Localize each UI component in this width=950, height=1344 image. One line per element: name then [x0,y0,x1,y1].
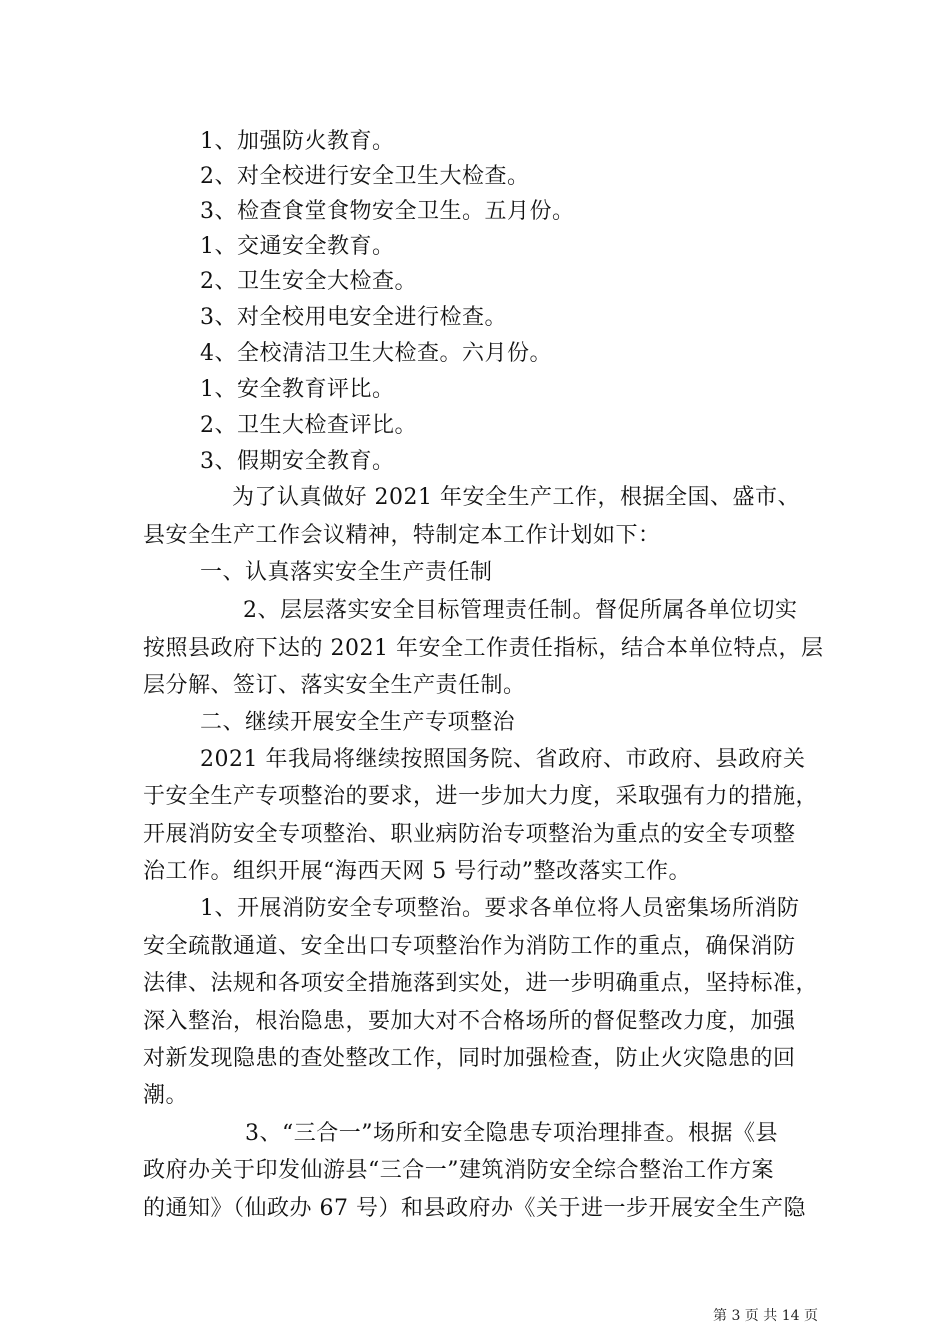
text-line: 开展消防安全专项整治、职业病防治专项整治为重点的安全专项整 [143,822,796,847]
section-heading: 二、继续开展安全生产专项整治 [200,710,516,735]
text-line: 1、加强防火教育。 [200,129,395,154]
text-line: 县安全生产工作会议精神，特制定本工作计划如下： [143,523,661,548]
text-line: 按照县政府下达的 2021 年安全工作责任指标，结合本单位特点，层 [143,636,824,661]
page-number: 第 3 页 共 14 页 [713,1308,818,1324]
text-line: 2、层层落实安全目标管理责任制。督促所属各单位切实 [243,598,798,623]
text-line: 政府办关于印发仙游县“三合一”建筑消防安全综合整治工作方案 [143,1158,774,1183]
text-line: 2、卫生安全大检查。 [200,269,417,294]
text-line: 安全疏散通道、安全出口专项整治作为消防工作的重点，确保消防 [143,934,796,959]
text-line: 2021 年我局将继续按照国务院、省政府、市政府、县政府关 [200,747,806,772]
text-line: 3、“三合一”场所和安全隐患专项治理排查。根据《县 [245,1121,778,1146]
text-line: 为了认真做好 2021 年安全生产工作，根据全国、盛市、 [232,485,800,510]
text-line: 治工作。组织开展“海西天网 5 号行动”整改落实工作。 [143,859,691,884]
text-line: 1、开展消防安全专项整治。要求各单位将人员密集场所消防 [200,896,800,921]
text-line: 2、卫生大检查评比。 [200,413,417,438]
text-line: 1、交通安全教育。 [200,234,395,259]
text-line: 4、全校清洁卫生大检查。六月份。 [200,341,552,366]
text-line: 对新发现隐患的查处整改工作，同时加强检查，防止火灾隐患的回 [143,1046,796,1071]
text-line: 3、假期安全教育。 [200,449,395,474]
text-line: 法律、法规和各项安全措施落到实处，进一步明确重点，坚持标准， [143,971,819,996]
text-line: 1、安全教育评比。 [200,377,395,402]
text-line: 层分解、签订、落实安全生产责任制。 [143,673,526,698]
text-line: 3、对全校用电安全进行检查。 [200,305,507,330]
text-line: 3、检查食堂食物安全卫生。五月份。 [200,199,575,224]
text-line: 潮。 [143,1083,189,1108]
text-line: 深入整治，根治隐患，要加大对不合格场所的督促整改力度，加强 [143,1009,796,1034]
text-line: 2、对全校进行安全卫生大检查。 [200,164,530,189]
text-line: 于安全生产专项整治的要求，进一步加大力度，采取强有力的措施， [143,784,819,809]
text-line: 的通知》（仙政办 67 号）和县政府办《关于进一步开展安全生产隐 [143,1196,806,1221]
section-heading: 一、认真落实安全生产责任制 [200,560,493,585]
